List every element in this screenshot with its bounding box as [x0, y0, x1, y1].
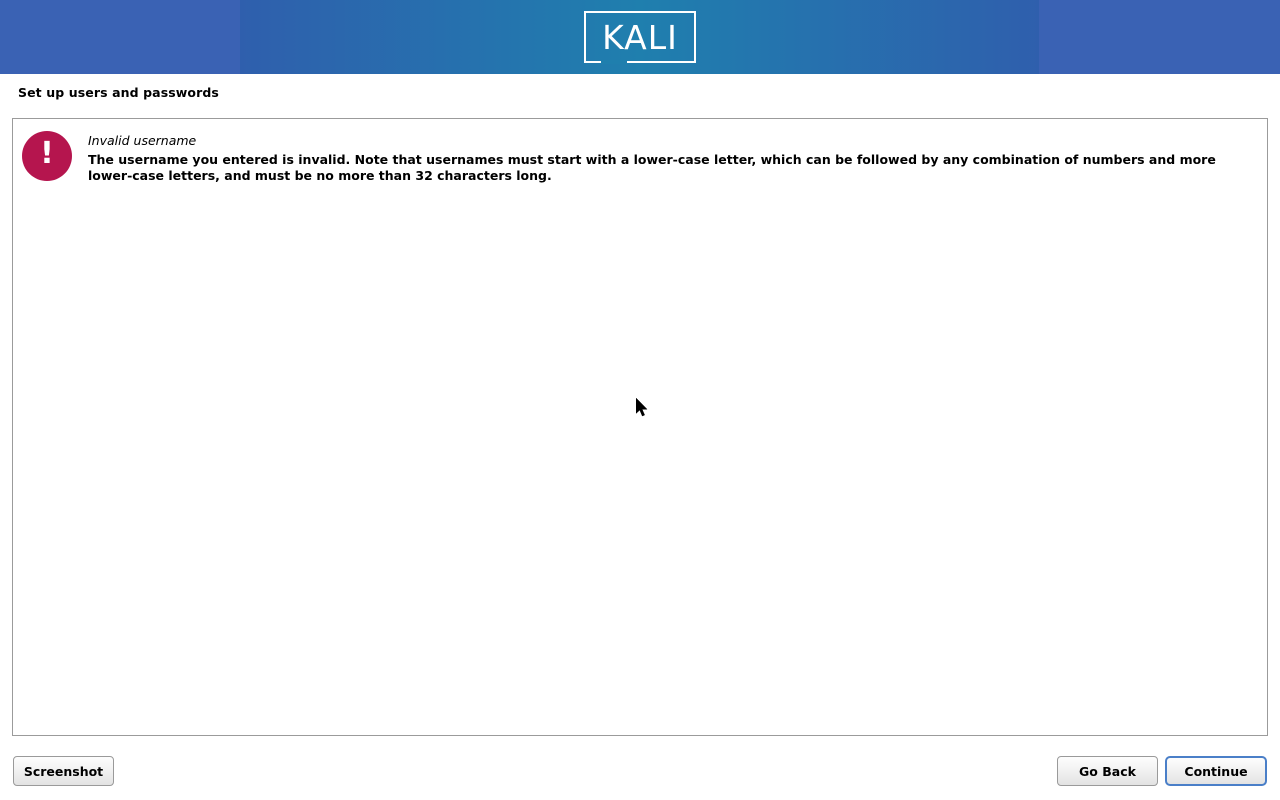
kali-logo	[584, 11, 696, 63]
error-message	[22, 125, 1260, 183]
mouse-pointer-icon	[636, 398, 648, 417]
error-text-block	[88, 125, 1260, 183]
page-title: Set up users and passwords	[18, 85, 219, 100]
continue-button[interactable]: Continue	[1165, 756, 1267, 786]
kali-logo-notch	[601, 60, 627, 64]
kali-logo-text: KALI	[602, 17, 678, 57]
go-back-button[interactable]: Go Back	[1057, 756, 1158, 786]
kali-banner	[0, 0, 1280, 74]
error-exclamation-icon	[22, 131, 72, 181]
banner-right-block	[1039, 0, 1280, 74]
error-body: The username you entered is invalid. Note that usernames must start with a lower-case letter, which can be followed by any combination of numbers and more lower-case letters, and must be no more than 32 characters long.	[88, 152, 1216, 183]
screenshot-button[interactable]: Screenshot	[13, 756, 114, 786]
error-heading: Invalid username	[88, 133, 197, 148]
banner-left-block	[0, 0, 241, 74]
error-icon-glyph: !	[40, 136, 54, 171]
content-panel	[12, 118, 1268, 736]
